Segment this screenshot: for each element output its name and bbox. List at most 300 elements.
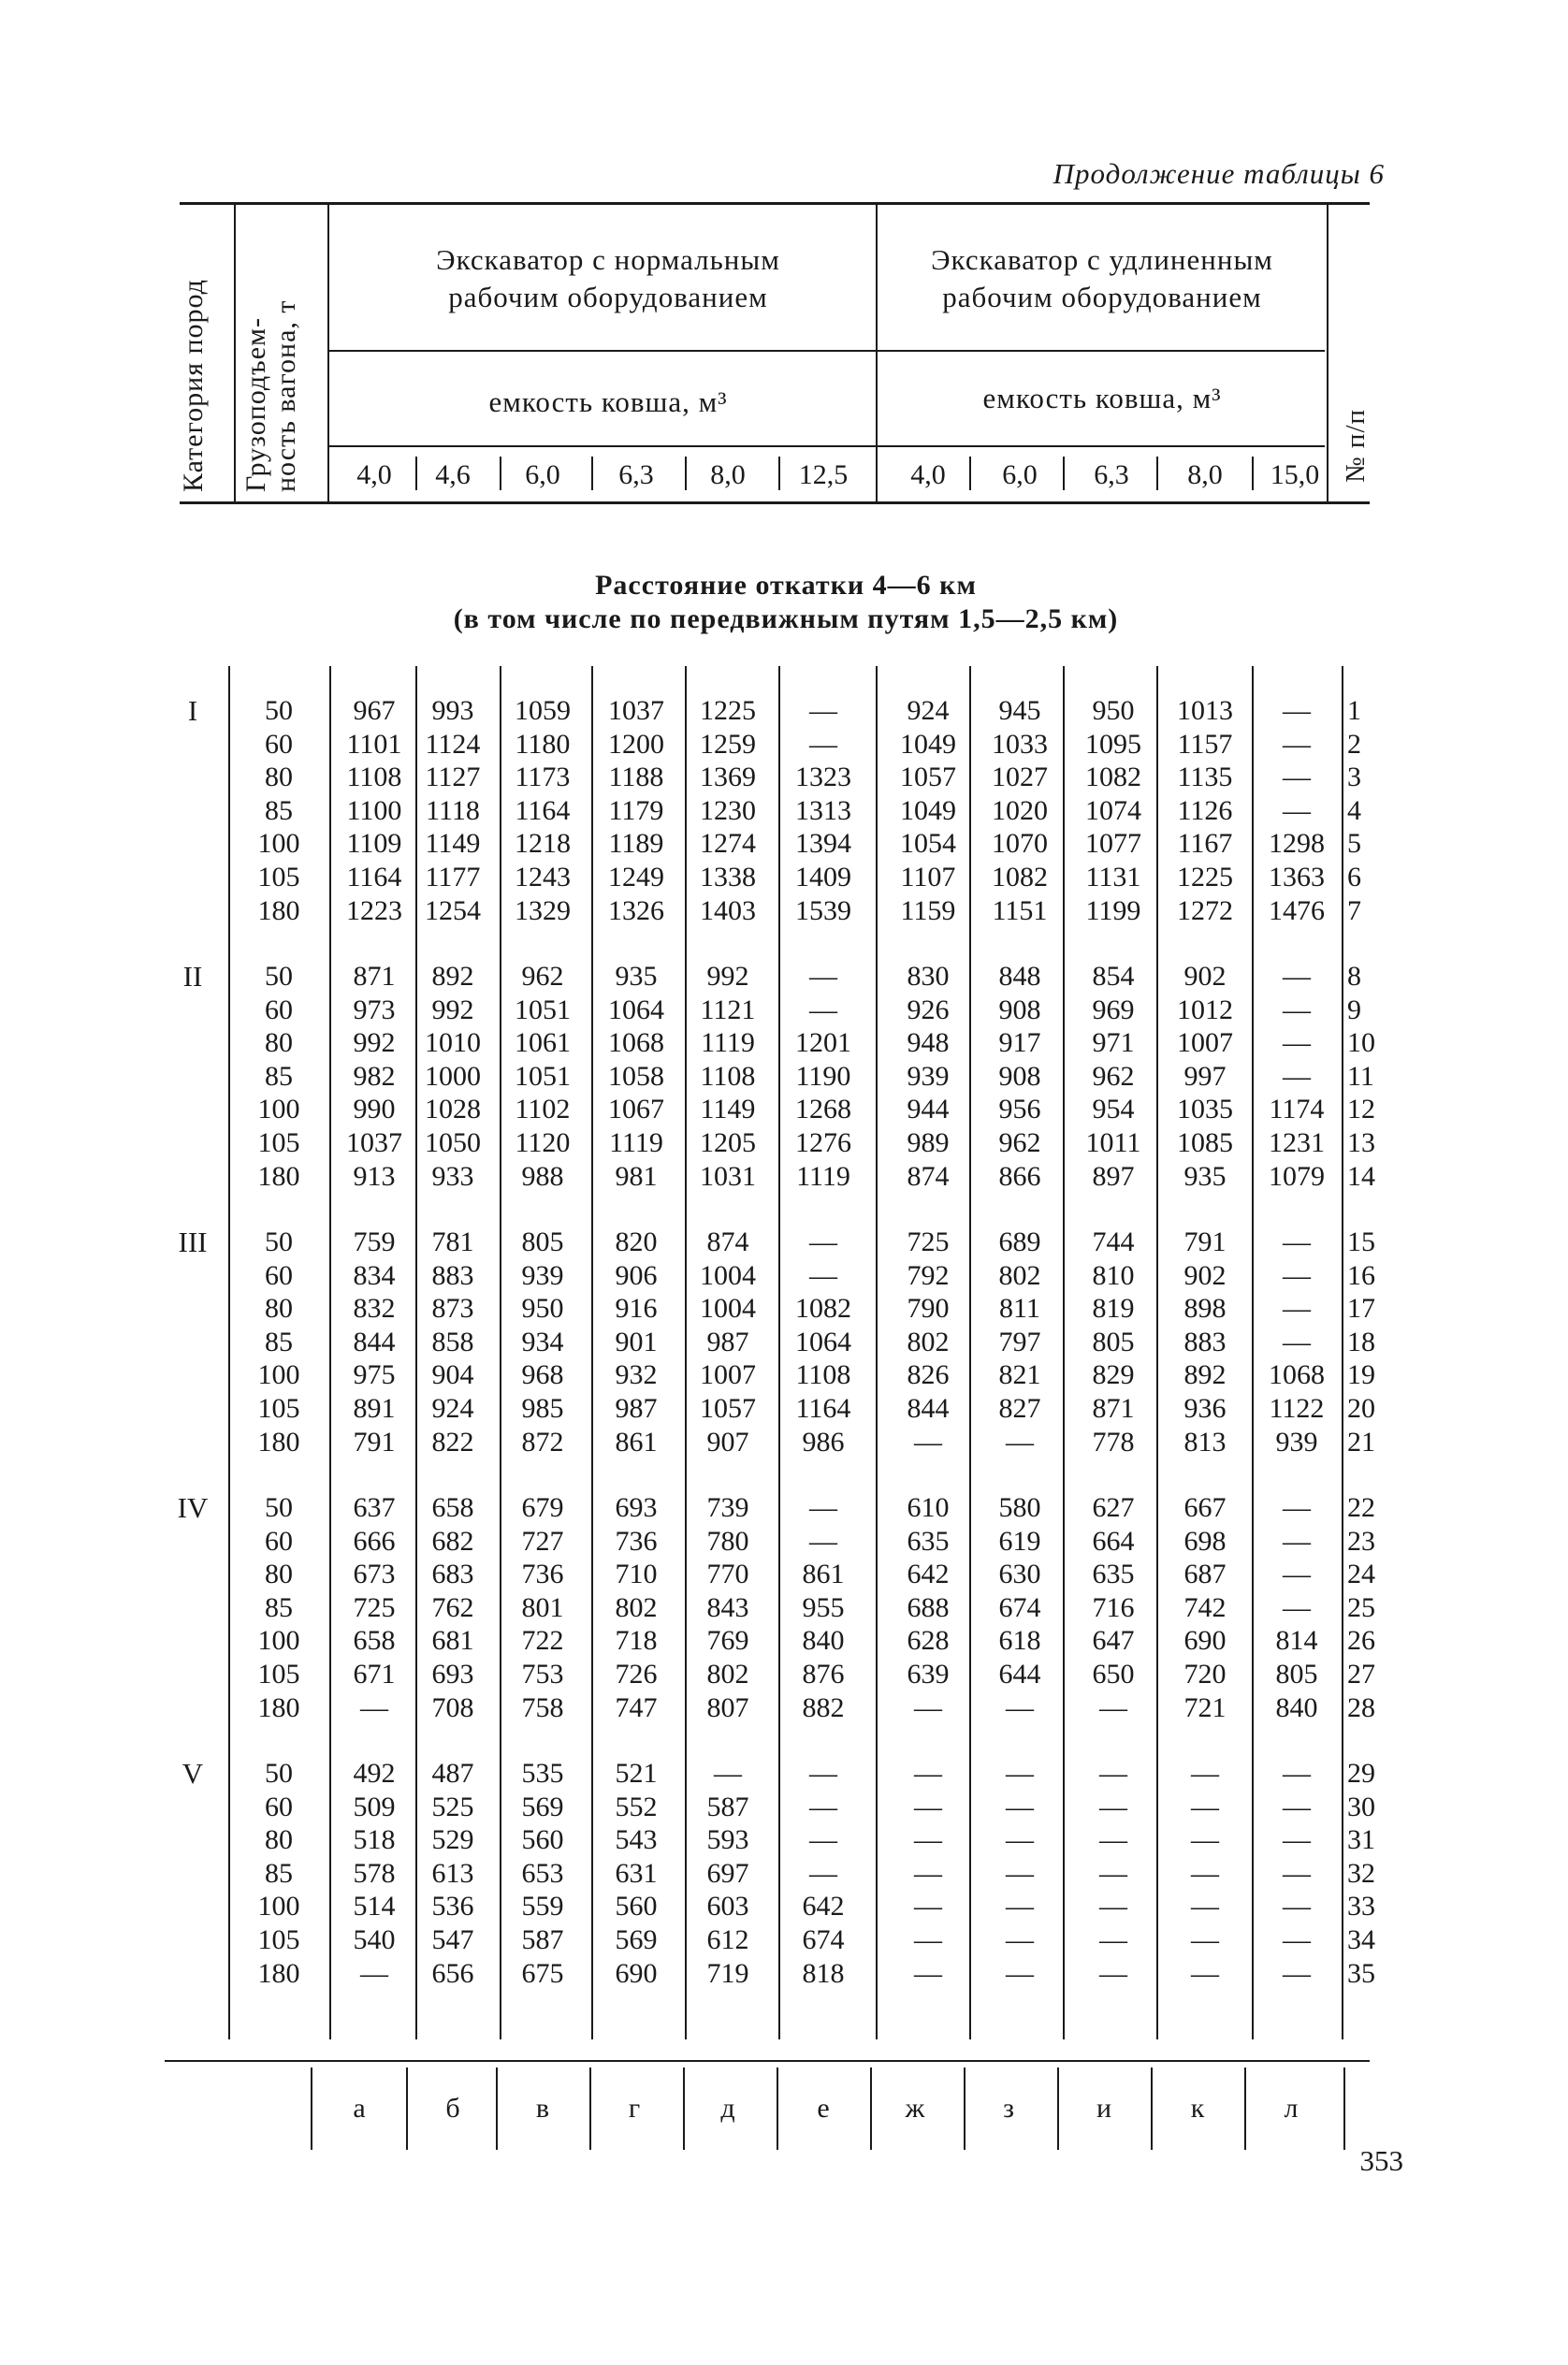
table-cell: 1363	[1269, 862, 1325, 892]
table-cell: 805	[1275, 1659, 1318, 1690]
footer-column-rule	[777, 2068, 778, 2150]
table-cell: 1120	[515, 1127, 571, 1158]
table-cell: 1164	[515, 794, 571, 826]
table-cell: 630	[998, 1559, 1041, 1590]
row-number-cell: 25	[1347, 1591, 1375, 1623]
row-number-cell: 12	[1347, 1094, 1375, 1125]
row-number-cell: 20	[1347, 1393, 1375, 1424]
table-cell: —	[1099, 1691, 1127, 1723]
table-cell: 1109	[346, 828, 402, 860]
row-number-cell: 23	[1347, 1525, 1375, 1557]
footer-column-rule	[311, 2068, 312, 2150]
table-cell: 1122	[1269, 1393, 1325, 1424]
table-cell: 962	[998, 1127, 1041, 1158]
row-number-cell: 19	[1347, 1359, 1375, 1391]
table-cell: 688	[907, 1591, 950, 1623]
table-cell: 1028	[425, 1094, 481, 1125]
table-cell: —	[1283, 794, 1311, 826]
table-cell: 1102	[515, 1094, 571, 1125]
table-cell: 1157	[1177, 728, 1233, 760]
table-cell: 674	[998, 1591, 1041, 1623]
table-cell: 1095	[1085, 728, 1141, 760]
page-number: 353	[1359, 2144, 1403, 2177]
table-cell: 997	[1183, 1060, 1227, 1092]
table-cell: 945	[998, 695, 1041, 726]
wagon-capacity-cell: 50	[265, 1226, 293, 1257]
bucket-capacity-value: 6,3	[1094, 459, 1129, 490]
table-cell: 1201	[795, 1027, 851, 1059]
capacity-separator	[500, 457, 501, 490]
rock-category-header: Категория пород	[178, 279, 209, 492]
table-cell: —	[1283, 1891, 1311, 1922]
table-cell: 790	[907, 1293, 950, 1325]
table-cell: 844	[353, 1326, 396, 1357]
wagon-capacity-cell: 180	[257, 1691, 300, 1723]
table-cell: —	[1283, 961, 1311, 992]
table-cell: 758	[521, 1691, 564, 1723]
table-cell: 726	[615, 1659, 658, 1690]
table-cell: 1082	[795, 1293, 851, 1325]
table-cell: —	[1283, 1591, 1311, 1623]
table-cell: 1369	[700, 762, 756, 793]
table-cell: 1179	[608, 794, 664, 826]
table-cell: 904	[431, 1359, 474, 1391]
wagon-capacity-line: Грузоподъем-	[240, 317, 271, 492]
table-cell: 935	[1183, 1160, 1227, 1192]
table-cell: 1082	[992, 862, 1048, 892]
table-cell: —	[809, 994, 837, 1025]
table-cell: 840	[802, 1625, 845, 1657]
table-cell: 1121	[700, 994, 756, 1025]
continuation-title: Продолжение таблицы 6	[1053, 157, 1385, 190]
table-cell: 1164	[346, 862, 402, 892]
table-cell: 917	[998, 1027, 1041, 1059]
table-cell: 547	[431, 1924, 474, 1955]
table-cell: —	[1099, 1957, 1127, 1989]
table-cell: 1164	[795, 1393, 851, 1424]
table-cell: —	[1283, 1559, 1311, 1590]
table-cell: 990	[353, 1094, 396, 1125]
table-cell: 739	[706, 1492, 749, 1523]
table-cell: 1100	[346, 794, 402, 826]
table-cell: 1013	[1177, 695, 1233, 726]
wagon-capacity-cell: 80	[265, 762, 293, 793]
wagon-capacity-cell: 80	[265, 1027, 293, 1059]
table-cell: 950	[521, 1293, 564, 1325]
table-cell: 871	[353, 961, 396, 992]
header-line: рабочим оборудованием	[448, 281, 768, 313]
table-cell: —	[1006, 1924, 1034, 1955]
table-cell: 759	[353, 1226, 396, 1257]
table-cell: 587	[706, 1791, 749, 1822]
table-cell: 897	[1092, 1160, 1135, 1192]
footer-rule	[165, 2060, 1370, 2062]
wagon-capacity-cell: 50	[265, 1492, 293, 1523]
table-cell: 1077	[1085, 828, 1141, 860]
table-cell: 924	[431, 1393, 474, 1424]
table-cell: 926	[907, 994, 950, 1025]
table-cell: —	[809, 695, 837, 726]
table-cell: 1020	[992, 794, 1048, 826]
table-cell: 744	[1092, 1226, 1135, 1257]
table-cell: 1189	[608, 828, 664, 860]
table-cell: 1064	[795, 1326, 851, 1357]
table-cell: 797	[998, 1326, 1041, 1357]
table-cell: 1049	[900, 728, 956, 760]
table-cell: —	[1283, 728, 1311, 760]
table-cell: 658	[353, 1625, 396, 1657]
table-cell: 639	[907, 1659, 950, 1690]
table-cell: 1180	[515, 728, 571, 760]
table-cell: 693	[615, 1492, 658, 1523]
row-number-cell: 4	[1347, 794, 1361, 826]
table-cell: —	[809, 1492, 837, 1523]
table-cell: 1329	[515, 894, 571, 926]
table-cell: 690	[615, 1957, 658, 1989]
header-bottom-rule	[180, 501, 1370, 504]
table-cell: 716	[1092, 1591, 1135, 1623]
table-cell: 721	[1183, 1691, 1227, 1723]
table-cell: 578	[353, 1857, 396, 1889]
table-cell: 1107	[900, 862, 956, 892]
table-cell: 936	[1183, 1393, 1227, 1424]
table-cell: 1268	[795, 1094, 851, 1125]
table-cell: —	[714, 1758, 742, 1789]
table-cell: 971	[1092, 1027, 1135, 1059]
table-cell: —	[914, 1957, 942, 1989]
table-cell: —	[809, 1758, 837, 1789]
table-cell: 906	[615, 1259, 658, 1291]
table-cell: 762	[431, 1591, 474, 1623]
row-number-cell: 30	[1347, 1791, 1375, 1822]
table-cell: 826	[907, 1359, 950, 1391]
table-cell: 781	[431, 1226, 474, 1257]
table-cell: 1035	[1177, 1094, 1233, 1125]
normal-excavator-header	[356, 241, 861, 316]
table-cell: 742	[1183, 1591, 1227, 1623]
header-line: Экскаватор с удлиненным	[931, 243, 1273, 276]
table-cell: 832	[353, 1293, 396, 1325]
table-cell: 1131	[1085, 862, 1141, 892]
column-letter: и	[1096, 2093, 1112, 2124]
table-cell: 720	[1183, 1659, 1227, 1690]
table-cell: 1067	[608, 1094, 664, 1125]
table-cell: —	[809, 1857, 837, 1889]
table-cell: 1394	[795, 828, 851, 860]
table-cell: 843	[706, 1591, 749, 1623]
table-cell: 683	[431, 1559, 474, 1590]
table-cell: 1085	[1177, 1127, 1233, 1158]
table-cell: 791	[1183, 1226, 1227, 1257]
table-cell: 1033	[992, 728, 1048, 760]
table-cell: 908	[998, 994, 1041, 1025]
table-cell: 969	[1092, 994, 1135, 1025]
table-cell: 924	[907, 695, 950, 726]
column-rule	[876, 666, 878, 2039]
table-cell: 664	[1092, 1525, 1135, 1557]
table-cell: 883	[1183, 1326, 1227, 1357]
wagon-capacity-cell: 105	[257, 1924, 300, 1955]
rock-category: III	[178, 1226, 208, 1258]
table-cell: —	[1283, 1525, 1311, 1557]
table-cell: 1119	[701, 1027, 755, 1059]
table-cell: 932	[615, 1359, 658, 1391]
row-number-cell: 27	[1347, 1659, 1375, 1690]
wagon-capacity-header	[241, 299, 301, 492]
table-cell: 968	[521, 1359, 564, 1391]
table-cell: 666	[353, 1525, 396, 1557]
wagon-capacity-cell: 105	[257, 1127, 300, 1158]
rock-category: IV	[177, 1491, 209, 1524]
table-cell: 1064	[608, 994, 664, 1025]
table-cell: 892	[1183, 1359, 1227, 1391]
table-cell: 1188	[608, 762, 664, 793]
table-cell: 587	[521, 1924, 564, 1955]
table-cell: 802	[615, 1591, 658, 1623]
table-cell: 1225	[700, 695, 756, 726]
table-cell: 560	[615, 1891, 658, 1922]
bucket-capacity-normal: емкость ковша, м³	[488, 385, 728, 418]
table-cell: 627	[1092, 1492, 1135, 1523]
table-cell: 975	[353, 1359, 396, 1391]
wagon-capacity-cell: 80	[265, 1293, 293, 1325]
table-cell: 1403	[700, 894, 756, 926]
row-number-cell: 3	[1347, 762, 1361, 793]
table-cell: 801	[521, 1591, 564, 1623]
table-cell: 656	[431, 1957, 474, 1989]
capacity-separator	[969, 457, 971, 490]
column-rule	[1156, 666, 1158, 2039]
table-cell: 642	[907, 1559, 950, 1590]
table-cell: 653	[521, 1857, 564, 1889]
table-cell: —	[1191, 1924, 1219, 1955]
table-cell: 635	[907, 1525, 950, 1557]
table-cell: —	[1191, 1758, 1219, 1789]
table-cell: 1190	[795, 1060, 851, 1092]
table-cell: 679	[521, 1492, 564, 1523]
table-cell: —	[1191, 1824, 1219, 1856]
header-line: рабочим оборудованием	[942, 281, 1262, 313]
bucket-capacity-value: 8,0	[1187, 459, 1223, 490]
table-cell: 560	[521, 1824, 564, 1856]
table-cell: 675	[521, 1957, 564, 1989]
wagon-capacity-cell: 100	[257, 1625, 300, 1657]
table-cell: —	[1006, 1691, 1034, 1723]
table-cell: 858	[431, 1326, 474, 1357]
table-cell: 580	[998, 1492, 1041, 1523]
header-capacity-rule	[329, 445, 1325, 447]
wagon-capacity-cell: 100	[257, 1094, 300, 1125]
footer-column-rule	[683, 2068, 685, 2150]
table-cell: 780	[706, 1525, 749, 1557]
table-cell: 674	[802, 1924, 845, 1955]
footer-column-rule	[406, 2068, 408, 2150]
rock-category: II	[182, 960, 203, 993]
table-cell: —	[914, 1924, 942, 1955]
table-cell: 792	[907, 1259, 950, 1291]
rock-category: I	[187, 694, 198, 727]
table-cell: —	[360, 1957, 388, 1989]
row-number-cell: 8	[1347, 961, 1361, 992]
table-cell: 569	[521, 1791, 564, 1822]
capacity-separator	[778, 457, 780, 490]
table-cell: 1230	[700, 794, 756, 826]
table-cell: 725	[353, 1591, 396, 1623]
table-cell: 647	[1092, 1625, 1135, 1657]
table-cell: 689	[998, 1226, 1041, 1257]
row-number-cell: 1	[1347, 695, 1361, 726]
table-cell: 1059	[515, 695, 571, 726]
table-cell: 1007	[700, 1359, 756, 1391]
table-cell: —	[914, 1857, 942, 1889]
table-cell: 637	[353, 1492, 396, 1523]
table-cell: 708	[431, 1691, 474, 1723]
table-cell: —	[1006, 1891, 1034, 1922]
table-cell: 902	[1183, 961, 1227, 992]
row-number-cell: 10	[1347, 1027, 1375, 1059]
table-cell: 682	[431, 1525, 474, 1557]
capacity-separator	[415, 457, 417, 490]
row-number-cell: 26	[1347, 1625, 1375, 1657]
footer-column-rule	[1057, 2068, 1059, 2150]
table-cell: 872	[521, 1426, 564, 1458]
table-cell: 1058	[608, 1060, 664, 1092]
bucket-capacity-value: 6,0	[1002, 459, 1038, 490]
table-cell: 690	[1183, 1625, 1227, 1657]
table-cell: —	[1283, 1259, 1311, 1291]
table-cell: 987	[615, 1393, 658, 1424]
table-cell: 989	[907, 1127, 950, 1158]
table-cell: 1124	[425, 728, 481, 760]
table-cell: 898	[1183, 1293, 1227, 1325]
bucket-capacity-value: 6,0	[525, 459, 560, 490]
table-cell: 873	[431, 1293, 474, 1325]
table-cell: 988	[521, 1160, 564, 1192]
table-cell: 1012	[1177, 994, 1233, 1025]
table-cell: 559	[521, 1891, 564, 1922]
table-cell: 540	[353, 1924, 396, 1955]
table-cell: —	[1283, 1791, 1311, 1822]
table-cell: 631	[615, 1857, 658, 1889]
table-cell: 981	[615, 1160, 658, 1192]
row-number-cell: 21	[1347, 1426, 1375, 1458]
footer-column-rule	[870, 2068, 872, 2150]
wagon-capacity-cell: 60	[265, 728, 293, 760]
row-number-cell: 28	[1347, 1691, 1375, 1723]
table-cell: 1082	[1085, 762, 1141, 793]
table-cell: 1298	[1269, 828, 1325, 860]
table-cell: 882	[802, 1691, 845, 1723]
bucket-capacity-value: 8,0	[710, 459, 746, 490]
table-cell: 1010	[425, 1027, 481, 1059]
table-cell: —	[1099, 1924, 1127, 1955]
footer-column-rule	[1244, 2068, 1246, 2150]
footer-column-rule	[496, 2068, 498, 2150]
row-number-cell: 34	[1347, 1924, 1375, 1955]
header-divider	[327, 202, 329, 503]
table-cell: 840	[1275, 1691, 1318, 1723]
table-cell: 805	[1092, 1326, 1135, 1357]
table-cell: 1079	[1269, 1160, 1325, 1192]
wagon-capacity-cell: 50	[265, 1758, 293, 1789]
table-cell: 1068	[1269, 1359, 1325, 1391]
table-cell: 1004	[700, 1293, 756, 1325]
table-cell: 612	[706, 1924, 749, 1955]
table-cell: 1409	[795, 862, 851, 892]
row-number-cell: 2	[1347, 728, 1361, 760]
column-letter: л	[1284, 2093, 1299, 2124]
table-cell: 753	[521, 1659, 564, 1690]
table-cell: 985	[521, 1393, 564, 1424]
table-cell: 844	[907, 1393, 950, 1424]
row-number-cell: 35	[1347, 1957, 1375, 1989]
row-number-cell: 5	[1347, 828, 1361, 860]
table-cell: 1108	[346, 762, 402, 793]
table-cell: 635	[1092, 1559, 1135, 1590]
table-cell: 529	[431, 1824, 474, 1856]
table-cell: —	[1191, 1857, 1219, 1889]
table-cell: 1007	[1177, 1027, 1233, 1059]
table-cell: 973	[353, 994, 396, 1025]
wagon-capacity-cell: 105	[257, 1393, 300, 1424]
table-cell: 1068	[608, 1027, 664, 1059]
capacity-separator	[1063, 457, 1065, 490]
table-cell: 861	[615, 1426, 658, 1458]
row-number-cell: 22	[1347, 1492, 1375, 1523]
table-cell: —	[914, 1891, 942, 1922]
table-cell: 883	[431, 1259, 474, 1291]
table-cell: 487	[431, 1758, 474, 1789]
table-cell: —	[809, 1791, 837, 1822]
table-cell: 1149	[425, 828, 481, 860]
footer-column-rule	[964, 2068, 965, 2150]
wagon-capacity-cell: 180	[257, 1426, 300, 1458]
table-cell: —	[1283, 1857, 1311, 1889]
table-cell: 1276	[795, 1127, 851, 1158]
table-cell: 791	[353, 1426, 396, 1458]
table-cell: 1249	[608, 862, 664, 892]
wagon-capacity-cell: 105	[257, 1659, 300, 1690]
row-number-cell: 18	[1347, 1326, 1375, 1357]
row-number-cell: 33	[1347, 1891, 1375, 1922]
table-cell: 891	[353, 1393, 396, 1424]
capacity-separator	[685, 457, 687, 490]
table-cell: 628	[907, 1625, 950, 1657]
table-cell: —	[1099, 1891, 1127, 1922]
table-cell: 1326	[608, 894, 664, 926]
header-top-rule	[180, 202, 1370, 205]
wagon-capacity-cell: 100	[257, 1891, 300, 1922]
table-cell: 509	[353, 1791, 396, 1822]
table-cell: 962	[1092, 1060, 1135, 1092]
table-cell: 667	[1183, 1492, 1227, 1523]
wagon-capacity-cell: 80	[265, 1824, 293, 1856]
table-cell: —	[914, 1758, 942, 1789]
table-cell: 854	[1092, 961, 1135, 992]
row-number-cell: 15	[1347, 1226, 1375, 1257]
table-cell: 993	[431, 695, 474, 726]
table-cell: 818	[802, 1957, 845, 1989]
table-cell: 718	[615, 1625, 658, 1657]
table-cell: 954	[1092, 1094, 1135, 1125]
table-cell: 1243	[515, 862, 571, 892]
row-number-cell: 17	[1347, 1293, 1375, 1325]
capacity-separator	[591, 457, 593, 490]
table-cell: 805	[521, 1226, 564, 1257]
column-letter: ж	[905, 2093, 925, 2124]
wagon-capacity-cell: 60	[265, 994, 293, 1025]
table-cell: 802	[706, 1659, 749, 1690]
